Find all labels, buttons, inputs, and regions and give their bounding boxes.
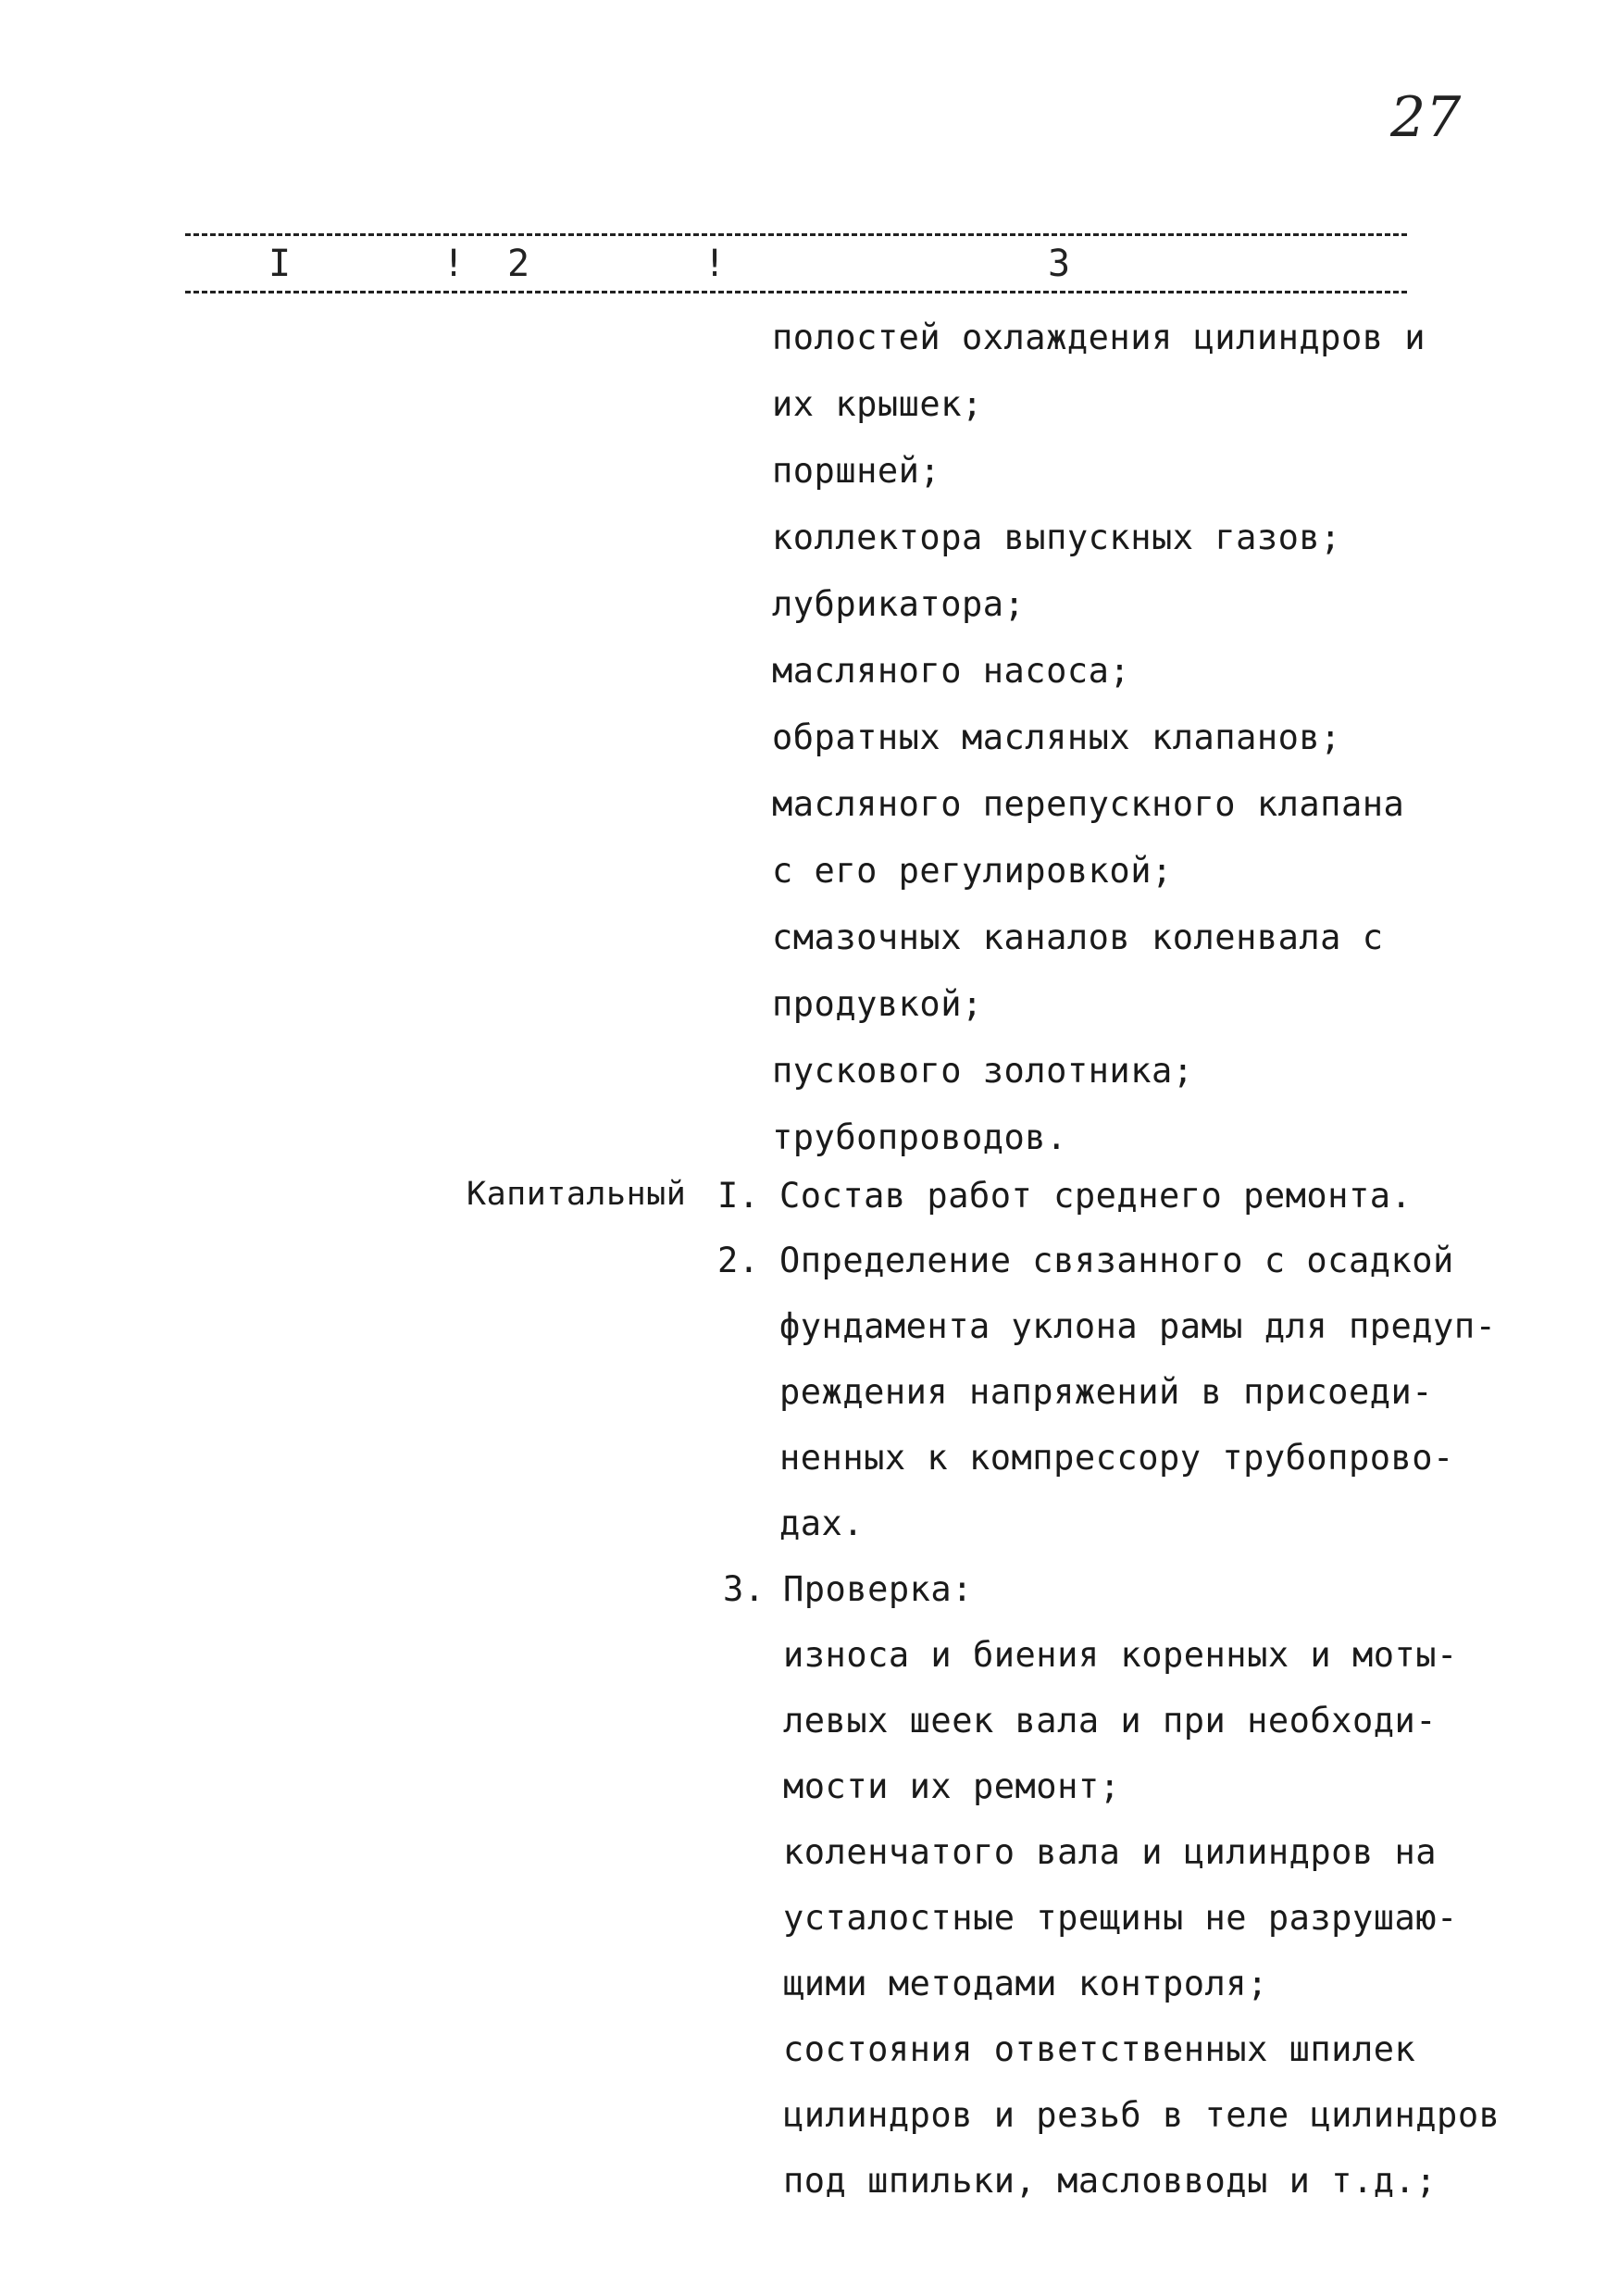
column-header-1: I xyxy=(268,243,292,285)
item-number: 2. xyxy=(717,1241,760,1280)
page-number: 27 xyxy=(1390,85,1462,150)
text-line: щими методами контроля; xyxy=(783,1964,1268,2003)
text-line: износа и биения коренных и моты- xyxy=(783,1635,1458,1675)
text-line: лубрикатора; xyxy=(772,584,1026,624)
text-line: коленчатого вала и цилиндров на xyxy=(783,1832,1438,1872)
text-line: масляного перепускного клапана xyxy=(772,784,1405,824)
text-line: масляного насоса; xyxy=(772,651,1131,691)
column-header-3: 3 xyxy=(1048,243,1071,285)
text-line: их крышек; xyxy=(772,384,983,424)
header-rule-top xyxy=(185,233,1407,236)
column-separator-2: ! xyxy=(704,243,727,285)
text-line: мости их ремонт; xyxy=(783,1766,1121,1806)
text-line: дах. xyxy=(779,1504,865,1543)
text-line: Проверка: xyxy=(783,1569,973,1609)
column-header-2: 2 xyxy=(507,243,530,285)
text-line: цилиндров и резьб в теле цилиндров xyxy=(783,2095,1501,2135)
text-line: поршней; xyxy=(772,451,941,491)
repair-type-label: Капитальный xyxy=(467,1176,687,1213)
text-line: ненных к компрессору трубопрово- xyxy=(779,1438,1454,1478)
text-line: смазочных каналов коленвала с xyxy=(772,917,1384,957)
text-line: с его регулировкой; xyxy=(772,851,1173,891)
item-number: I. xyxy=(717,1176,760,1216)
text-line: усталостные трещины не разрушаю- xyxy=(783,1898,1458,1938)
text-line: коллектора выпускных газов; xyxy=(772,518,1341,557)
text-line: реждения напряжений в присоеди- xyxy=(779,1372,1434,1412)
text-line: трубопроводов. xyxy=(772,1117,1067,1157)
text-line: обратных масляных клапанов; xyxy=(772,718,1341,757)
text-line: под шпильки, масловводы и т.д.; xyxy=(783,2161,1438,2201)
column-separator-1: ! xyxy=(442,243,466,285)
text-line: левых шеек вала и при необходи- xyxy=(783,1701,1438,1741)
text-line: продувкой; xyxy=(772,984,983,1024)
text-line: Определение связанного с осадкой xyxy=(779,1241,1454,1280)
header-rule-bottom xyxy=(185,291,1407,293)
text-line: пускового золотника; xyxy=(772,1051,1194,1091)
text-line: состояния ответственных шпилек xyxy=(783,2029,1416,2069)
text-line: фундамента уклона рамы для предуп- xyxy=(779,1306,1497,1346)
text-line: полостей охлаждения цилиндров и xyxy=(772,318,1426,357)
text-line: Состав работ среднего ремонта. xyxy=(779,1176,1413,1216)
item-number: 3. xyxy=(723,1569,766,1609)
